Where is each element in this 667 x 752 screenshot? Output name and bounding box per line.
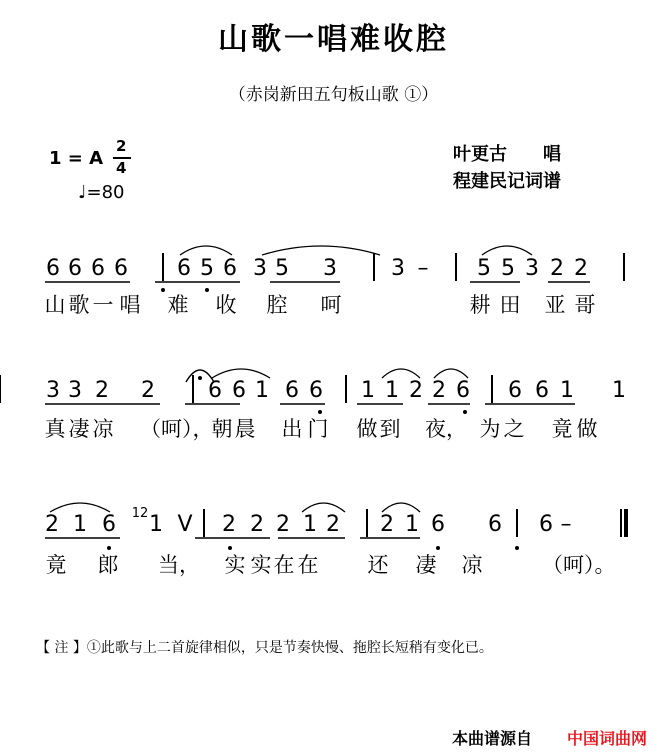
subtitle: （赤岗新田五句板山歌 ①）	[228, 85, 439, 105]
score-note: 6	[208, 378, 222, 403]
score-note: 3	[253, 256, 267, 281]
score-note: 2	[432, 378, 446, 403]
score-note: 1	[255, 378, 269, 403]
lyric-char: 难	[167, 293, 189, 317]
octave-dot	[228, 546, 232, 550]
lyric-char: 山	[44, 293, 66, 317]
lyric-char: （呵），	[140, 417, 214, 441]
score-note: 2	[222, 512, 236, 537]
score-note: –	[560, 512, 572, 537]
lyric-char: 凉	[461, 553, 483, 577]
score-note: 3	[525, 256, 539, 281]
slur-arc	[50, 503, 110, 512]
tempo-marking: ♩=80	[78, 182, 125, 203]
lyric-char: 实	[250, 553, 272, 577]
score-note: 6	[68, 256, 82, 281]
lyric-char: 竟	[45, 553, 67, 577]
score-note: 6	[114, 256, 128, 281]
lyric-char: 耕	[469, 293, 491, 317]
lyric-char: 实	[224, 553, 246, 577]
score-note: 6	[508, 378, 522, 403]
score-note: 1	[73, 512, 87, 537]
footnote: 【 注 】①此歌与上二首旋律相似，只是节奏快慢、拖腔长短稍有变化已。	[36, 640, 493, 656]
lyric-char: 晨	[234, 417, 256, 441]
score-note: 6	[431, 512, 445, 537]
lyric-char: 出	[281, 417, 303, 441]
lyric-char: 凄	[68, 417, 90, 441]
lyric-char: 当，	[158, 553, 200, 577]
lyric-char: 郎	[97, 553, 119, 577]
score-note: 3	[323, 256, 337, 281]
score-note: 5	[200, 256, 214, 281]
score-note: 1	[303, 512, 317, 537]
slur-arc	[382, 369, 420, 378]
slur-arc	[262, 246, 380, 255]
lyric-char: 在	[297, 553, 319, 577]
lyric-char: 亚	[544, 293, 566, 317]
lyric-char: 到	[379, 417, 401, 441]
octave-dot	[436, 546, 440, 550]
lyric-char: 一	[92, 293, 114, 317]
score-note: 6	[232, 378, 246, 403]
lyric-char: 为	[479, 417, 501, 441]
score-note: 2	[326, 512, 340, 537]
score-note: 2	[574, 256, 588, 281]
score-note: 2	[550, 256, 564, 281]
score-note: 12	[131, 506, 149, 521]
lyric-char: （呵）。	[542, 553, 616, 577]
score-note: 3	[391, 256, 405, 281]
octave-dot	[515, 546, 519, 550]
octave-dot	[463, 410, 467, 414]
score-note: 5	[477, 256, 491, 281]
page-title: 山歌一唱难收腔	[218, 22, 449, 57]
score-note: 1	[405, 512, 419, 537]
score-note: 1	[361, 378, 375, 403]
score-note: 2	[95, 378, 109, 403]
score-note: 6	[46, 256, 60, 281]
lyric-char: 凉	[92, 417, 114, 441]
lyric-char: 朝	[211, 417, 233, 441]
score-note: 2	[276, 512, 290, 537]
octave-dot	[107, 546, 111, 550]
lyric-char: 哥	[574, 293, 596, 317]
slur-arc	[434, 369, 468, 378]
lyric-char: 唱	[119, 293, 141, 317]
slur-arc	[302, 503, 345, 512]
lyric-char: 竟	[551, 417, 573, 441]
slur-arc	[212, 369, 270, 378]
score-note: 1	[385, 378, 399, 403]
lyric-char: 田	[499, 293, 521, 317]
octave-dot	[205, 288, 209, 292]
score-note: 6	[102, 512, 116, 537]
score-note: 6	[91, 256, 105, 281]
lyric-char: 之	[503, 417, 525, 441]
time-signature-top: 2	[116, 137, 127, 155]
score-note: 1	[612, 378, 626, 403]
score-note: 2	[380, 512, 394, 537]
source-caption: 本曲谱源自	[452, 729, 533, 748]
slur-arc	[482, 246, 532, 255]
fermata-dot	[198, 376, 202, 380]
lyric-char: 还	[367, 553, 389, 577]
score-note: 6	[488, 512, 502, 537]
score-note: 6	[535, 378, 549, 403]
slur-arc	[180, 246, 232, 255]
lyric-char: 在	[273, 553, 295, 577]
transcriber-credit: 程建民记词谱	[453, 171, 561, 192]
site-brand: 中国词曲网	[567, 729, 648, 748]
score-note: 6	[539, 512, 553, 537]
key-signature: 1 = A	[49, 148, 104, 169]
score-note: 3	[46, 378, 60, 403]
score-note: 1	[560, 378, 574, 403]
lyric-char: 夜，	[425, 417, 467, 441]
lyric-char: 凄	[415, 553, 437, 577]
score-note: 5	[501, 256, 515, 281]
slur-arc	[382, 503, 420, 512]
score-note: 3	[68, 378, 82, 403]
score-note: 2	[45, 512, 59, 537]
score-note: 6	[309, 378, 323, 403]
score-note: –	[417, 256, 429, 281]
score-note: 2	[141, 378, 155, 403]
score-note: 2	[409, 378, 423, 403]
lyric-char: 门	[307, 417, 329, 441]
lyric-char: 收	[215, 293, 237, 317]
score-note: 1	[149, 512, 163, 537]
score-note: 2	[250, 512, 264, 537]
lyric-char: 呵	[320, 293, 342, 317]
lyric-char: 歌	[68, 293, 90, 317]
score-note: 6	[285, 378, 299, 403]
lyric-char: 真	[44, 417, 66, 441]
lyric-char: 做	[356, 417, 378, 441]
time-signature-bottom: 4	[116, 159, 127, 177]
score-note: 6	[177, 256, 191, 281]
singer-credit: 叶更古 唱	[453, 144, 561, 165]
score-note: 5	[275, 256, 289, 281]
octave-dot	[318, 410, 322, 414]
score-note: V	[177, 512, 193, 537]
score-note: 6	[456, 378, 470, 403]
lyric-char: 腔	[266, 293, 288, 317]
octave-dot	[161, 288, 165, 292]
lyric-char: 做	[576, 417, 598, 441]
score-note: 6	[223, 256, 237, 281]
